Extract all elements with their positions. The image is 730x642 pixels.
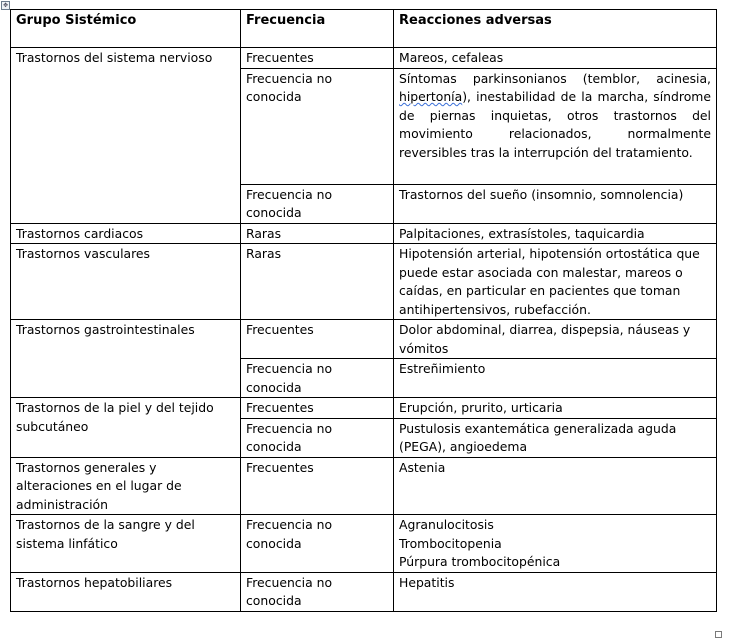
header-frequency: Frecuencia xyxy=(241,10,394,48)
frequency-cell: Frecuentes xyxy=(241,398,394,419)
reaction-cell: Trastornos del sueño (insomnio, somnolencia) xyxy=(394,184,717,223)
frequency-cell: Frecuencia no conocida xyxy=(241,572,394,611)
spellcheck-word: hipertonía xyxy=(399,89,463,104)
group-cell: Trastornos vasculares xyxy=(11,244,241,320)
frequency-cell: Frecuentes xyxy=(241,48,394,69)
table-row xyxy=(11,244,717,320)
frequency-cell: Frecuencia no conocida xyxy=(241,515,394,573)
group-cell: Trastornos del sistema nervioso xyxy=(11,48,241,224)
table-row xyxy=(11,515,717,573)
table-row xyxy=(11,48,717,69)
reaction-line: Agranulocitosis xyxy=(399,517,494,532)
reaction-cell: Astenia xyxy=(394,457,717,515)
reaction-text: ), inestabilidad de la marcha, síndrome de piernas inquietas, otros trastornos del movimiento relacionados, normalmente reversibles tras la interrupción del tratamiento. xyxy=(399,89,711,160)
reaction-cell: Erupción, prurito, urticaria xyxy=(394,398,717,419)
reaction-cell xyxy=(394,515,717,573)
table-row xyxy=(11,320,717,359)
frequency-cell: Frecuencia no conocida xyxy=(241,359,394,398)
reaction-line: Púrpura trombocitopénica xyxy=(399,554,561,569)
frequency-cell: Frecuencia no conocida xyxy=(241,184,394,223)
reaction-cell: Dolor abdominal, diarrea, dispepsia, náuseas y vómitos xyxy=(394,320,717,359)
frequency-cell: Frecuencia no conocida xyxy=(241,418,394,457)
reaction-line: Trombocitopenia xyxy=(399,535,502,551)
table-row xyxy=(11,572,717,611)
frequency-cell: Frecuentes xyxy=(241,457,394,515)
reaction-text: Síntomas parkinsonianos (temblor, acinesia, xyxy=(399,70,711,86)
frequency-cell: Raras xyxy=(241,244,394,320)
frequency-cell: Raras xyxy=(241,223,394,244)
group-cell: Trastornos de la sangre y del sistema linfático xyxy=(11,515,241,573)
reaction-cell: Mareos, cefaleas xyxy=(394,48,717,69)
group-cell: Trastornos de la piel y del tejido subcutáneo xyxy=(11,398,241,458)
table-move-handle[interactable]: ✥ xyxy=(2,2,9,9)
group-cell: Trastornos hepatobiliares xyxy=(11,572,241,611)
group-cell: Trastornos gastrointestinales xyxy=(11,320,241,398)
table-row xyxy=(11,457,717,515)
frequency-cell: Frecuencia no conocida xyxy=(241,68,394,184)
reaction-cell: Hepatitis xyxy=(394,572,717,611)
reaction-cell: Hipotensión arterial, hipotensión ortostática que puede estar asociada con malestar, mareos o caídas, en particular en pacientes que toman antihipertensivos, rubefacción. xyxy=(394,244,717,320)
table-resize-handle[interactable] xyxy=(715,631,722,638)
table-row xyxy=(11,223,717,244)
header-reactions: Reacciones adversas xyxy=(394,10,717,48)
reaction-cell: Estreñimiento xyxy=(394,359,717,398)
reaction-cell: Palpitaciones, extrasístoles, taquicardia xyxy=(394,223,717,244)
header-group: Grupo Sistémico xyxy=(11,10,241,48)
reaction-cell xyxy=(394,68,717,184)
group-cell: Trastornos cardiacos xyxy=(11,223,241,244)
group-cell: Trastornos generales y alteraciones en el lugar de administración xyxy=(11,457,241,515)
reaction-cell: Pustulosis exantemática generalizada aguda (PEGA), angioedema xyxy=(394,418,717,457)
adverse-reactions-table xyxy=(10,9,717,612)
frequency-cell: Frecuentes xyxy=(241,320,394,359)
table-row xyxy=(11,398,717,419)
table-header-row xyxy=(11,10,717,48)
